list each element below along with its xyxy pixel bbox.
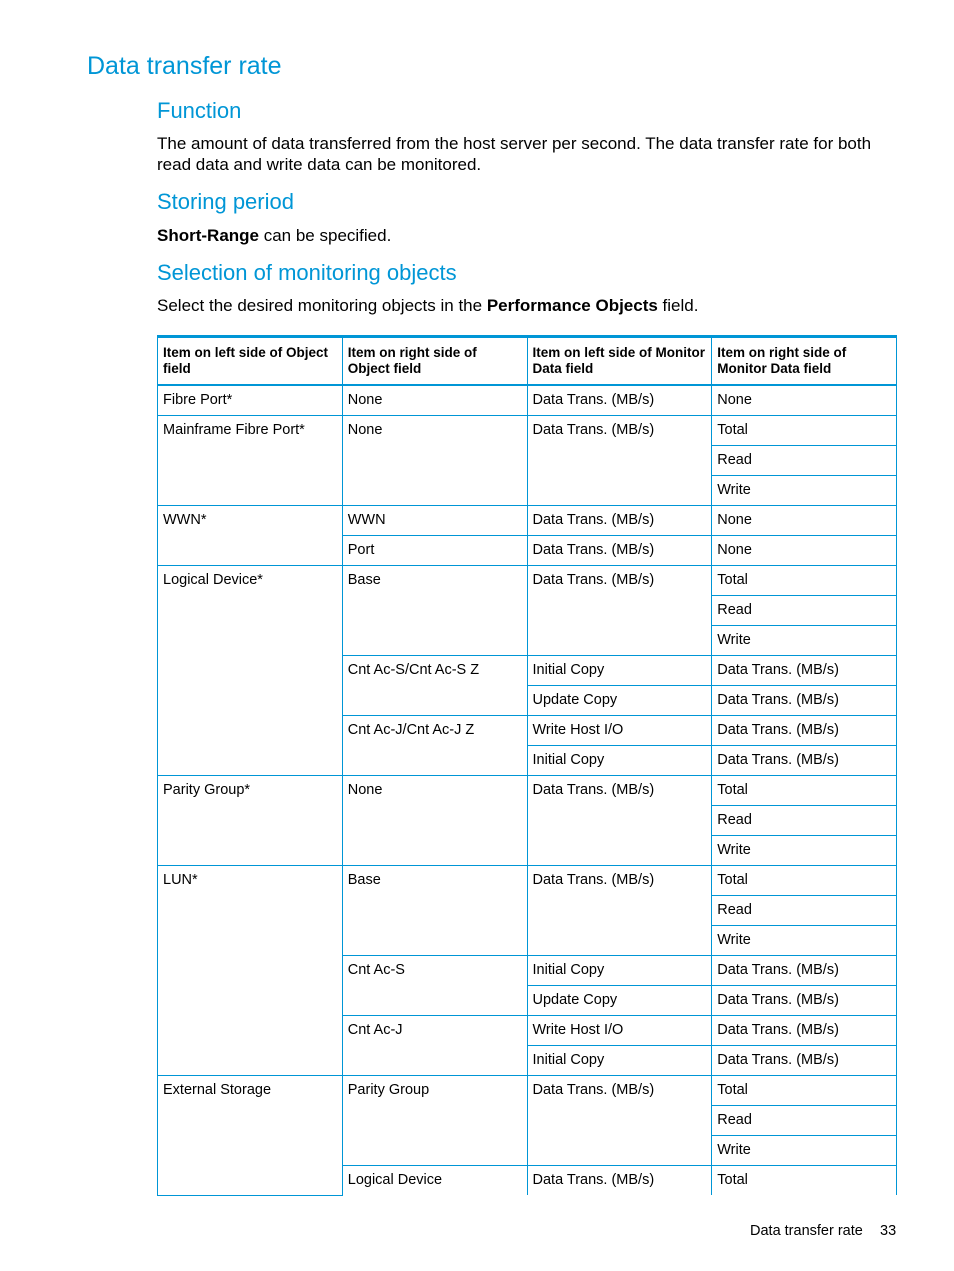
monitor-right-cell: Data Trans. (MB/s) (712, 716, 897, 746)
object-left-cell: WWN* (158, 506, 343, 566)
table-row (158, 866, 897, 896)
selection-text-before: Select the desired monitoring objects in the (157, 296, 487, 315)
object-left-cell: External Storage (158, 1076, 343, 1196)
object-right-cell: WWN (342, 506, 527, 536)
monitor-left-cell: Data Trans. (MB/s) (527, 1076, 712, 1166)
monitor-left-cell: Initial Copy (527, 956, 712, 986)
monitor-right-cell: Data Trans. (MB/s) (712, 1016, 897, 1046)
monitor-right-cell: Write (712, 476, 897, 506)
object-left-cell: Fibre Port* (158, 385, 343, 416)
footer-page-number: 33 (880, 1223, 897, 1239)
monitor-right-cell: Read (712, 446, 897, 476)
monitor-left-cell: Data Trans. (MB/s) (527, 385, 712, 416)
monitor-right-cell: None (712, 385, 897, 416)
storing-period-text (157, 225, 897, 246)
monitor-right-cell: Read (712, 1106, 897, 1136)
monitor-right-cell: Total (712, 566, 897, 596)
monitor-right-cell: Data Trans. (MB/s) (712, 986, 897, 1016)
object-right-cell: None (342, 416, 527, 506)
monitor-left-cell: Data Trans. (MB/s) (527, 416, 712, 506)
monitor-left-cell: Initial Copy (527, 1046, 712, 1076)
monitor-right-cell: Data Trans. (MB/s) (712, 746, 897, 776)
page-title: Data transfer rate (87, 52, 282, 80)
monitor-left-cell: Data Trans. (MB/s) (527, 866, 712, 956)
monitor-left-cell: Write Host I/O (527, 716, 712, 746)
object-right-cell: None (342, 776, 527, 866)
storing-period-heading: Storing period (157, 189, 294, 214)
monitor-right-cell: Total (712, 1076, 897, 1106)
header-object-right: Item on right side of Object field (342, 337, 527, 386)
monitor-right-cell: Data Trans. (MB/s) (712, 656, 897, 686)
object-right-cell: None (342, 385, 527, 416)
function-text: The amount of data transferred from the host server per second. The data transfer rate for both read data and write data can be monitored. (157, 134, 872, 174)
monitor-right-cell: Read (712, 596, 897, 626)
monitor-right-cell: Total (712, 1166, 897, 1196)
object-right-cell: Port (342, 536, 527, 566)
selection-text (157, 295, 897, 316)
monitor-left-cell: Update Copy (527, 986, 712, 1016)
monitor-right-cell: None (712, 506, 897, 536)
object-right-cell: Cnt Ac-J/Cnt Ac-J Z (342, 716, 527, 776)
monitor-left-cell: Update Copy (527, 686, 712, 716)
header-monitor-left: Item on left side of Monitor Data field (527, 337, 712, 386)
table-row (158, 416, 897, 446)
monitor-left-cell: Write Host I/O (527, 1016, 712, 1046)
monitor-right-cell: Total (712, 416, 897, 446)
header-monitor-right: Item on right side of Monitor Data field (712, 337, 897, 386)
table-row (158, 776, 897, 806)
monitor-left-cell: Initial Copy (527, 746, 712, 776)
monitor-right-cell: Write (712, 1136, 897, 1166)
monitor-right-cell: Write (712, 926, 897, 956)
table-header-row (158, 337, 897, 386)
short-range-label: Short-Range (157, 226, 259, 245)
function-heading: Function (157, 98, 242, 123)
monitor-right-cell: Data Trans. (MB/s) (712, 956, 897, 986)
table-row (158, 1076, 897, 1106)
object-right-cell: Cnt Ac-J (342, 1016, 527, 1076)
monitor-right-cell: Data Trans. (MB/s) (712, 1046, 897, 1076)
object-right-cell: Base (342, 866, 527, 956)
table-row (158, 385, 897, 416)
monitor-left-cell: Data Trans. (MB/s) (527, 566, 712, 656)
object-right-cell: Cnt Ac-S/Cnt Ac-S Z (342, 656, 527, 716)
selection-text-after: field. (657, 296, 699, 315)
monitor-right-cell: Total (712, 776, 897, 806)
monitor-right-cell: Read (712, 806, 897, 836)
object-left-cell: Logical Device* (158, 566, 343, 776)
performance-objects-label: Performance Objects (486, 296, 658, 315)
monitor-left-cell: Data Trans. (MB/s) (527, 506, 712, 536)
table-row (158, 566, 897, 596)
monitor-right-cell: Total (712, 866, 897, 896)
monitor-right-cell: Read (712, 896, 897, 926)
monitor-right-cell: None (712, 536, 897, 566)
monitor-right-cell: Data Trans. (MB/s) (712, 686, 897, 716)
monitor-left-cell: Data Trans. (MB/s) (527, 776, 712, 866)
monitor-left-cell: Data Trans. (MB/s) (527, 536, 712, 566)
object-right-cell: Parity Group (342, 1076, 527, 1166)
storing-period-suffix: can be specified. (259, 226, 392, 245)
object-right-cell: Cnt Ac-S (342, 956, 527, 1016)
monitor-right-cell: Write (712, 836, 897, 866)
object-left-cell: Parity Group* (158, 776, 343, 866)
object-left-cell: Mainframe Fibre Port* (158, 416, 343, 506)
header-object-left: Item on left side of Object field (158, 337, 343, 386)
monitor-left-cell: Data Trans. (MB/s) (527, 1166, 712, 1196)
monitor-right-cell: Write (712, 626, 897, 656)
object-right-cell: Base (342, 566, 527, 656)
footer-section-title: Data transfer rate (750, 1223, 863, 1239)
table-row (158, 506, 897, 536)
monitoring-objects-table (157, 335, 897, 1196)
object-right-cell: Logical Device (342, 1166, 527, 1196)
selection-heading: Selection of monitoring objects (157, 260, 457, 285)
monitor-left-cell: Initial Copy (527, 656, 712, 686)
object-left-cell: LUN* (158, 866, 343, 1076)
